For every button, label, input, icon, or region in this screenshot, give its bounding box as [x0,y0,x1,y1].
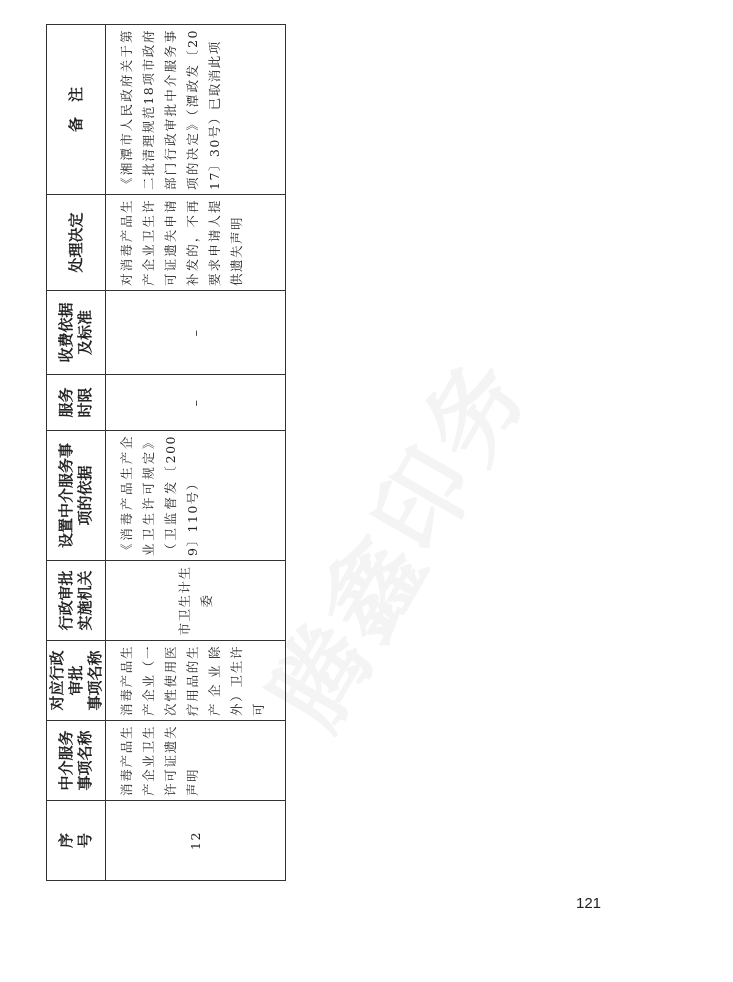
cell-remarks: 《湘潭市人民政府关于第二批清理规范18项市政府部门行政审批中介服务事项的决定》（潭政发〔2017〕30号）已取消此项 [106,25,286,195]
header-basis: 设置中介服务事 项的依据 [47,431,106,561]
table-container [46,29,286,881]
header-fee: 收费依据 及标准 [47,291,106,375]
header-approval-name: 对应行政 审批 事项名称 [47,641,106,721]
cell-decision: 对消毒产品生产企业卫生许可证遗失申请补发的，不再要求申请人提供遗失声明 [106,195,286,291]
cell-agency: 市卫生计生委 [106,561,286,641]
cell-seq: 12 [106,801,286,881]
cell-intermediary-name: 消毒产品生产企业卫生许可证遗失声明 [106,721,286,801]
header-row [47,25,106,881]
header-time-limit: 服务 时限 [47,375,106,431]
table-row [106,25,286,881]
cell-fee: – [106,291,286,375]
cell-basis: 《消毒产品生产企业卫生许可规定》（卫监督发〔2009〕110号） [106,431,286,561]
header-remarks: 备 注 [47,25,106,195]
page-number: 121 [576,895,602,912]
cell-time-limit: – [106,375,286,431]
header-decision: 处理决定 [47,195,106,291]
cell-approval-name: 消毒产品生产企业（一次性使用医疗用品的生产企业除外）卫生许可 [106,641,286,721]
header-intermediary-name: 中介服务 事项名称 [47,721,106,801]
header-seq: 序 号 [47,801,106,881]
intermediary-services-table [46,24,286,881]
header-agency: 行政审批 实施机关 [47,561,106,641]
